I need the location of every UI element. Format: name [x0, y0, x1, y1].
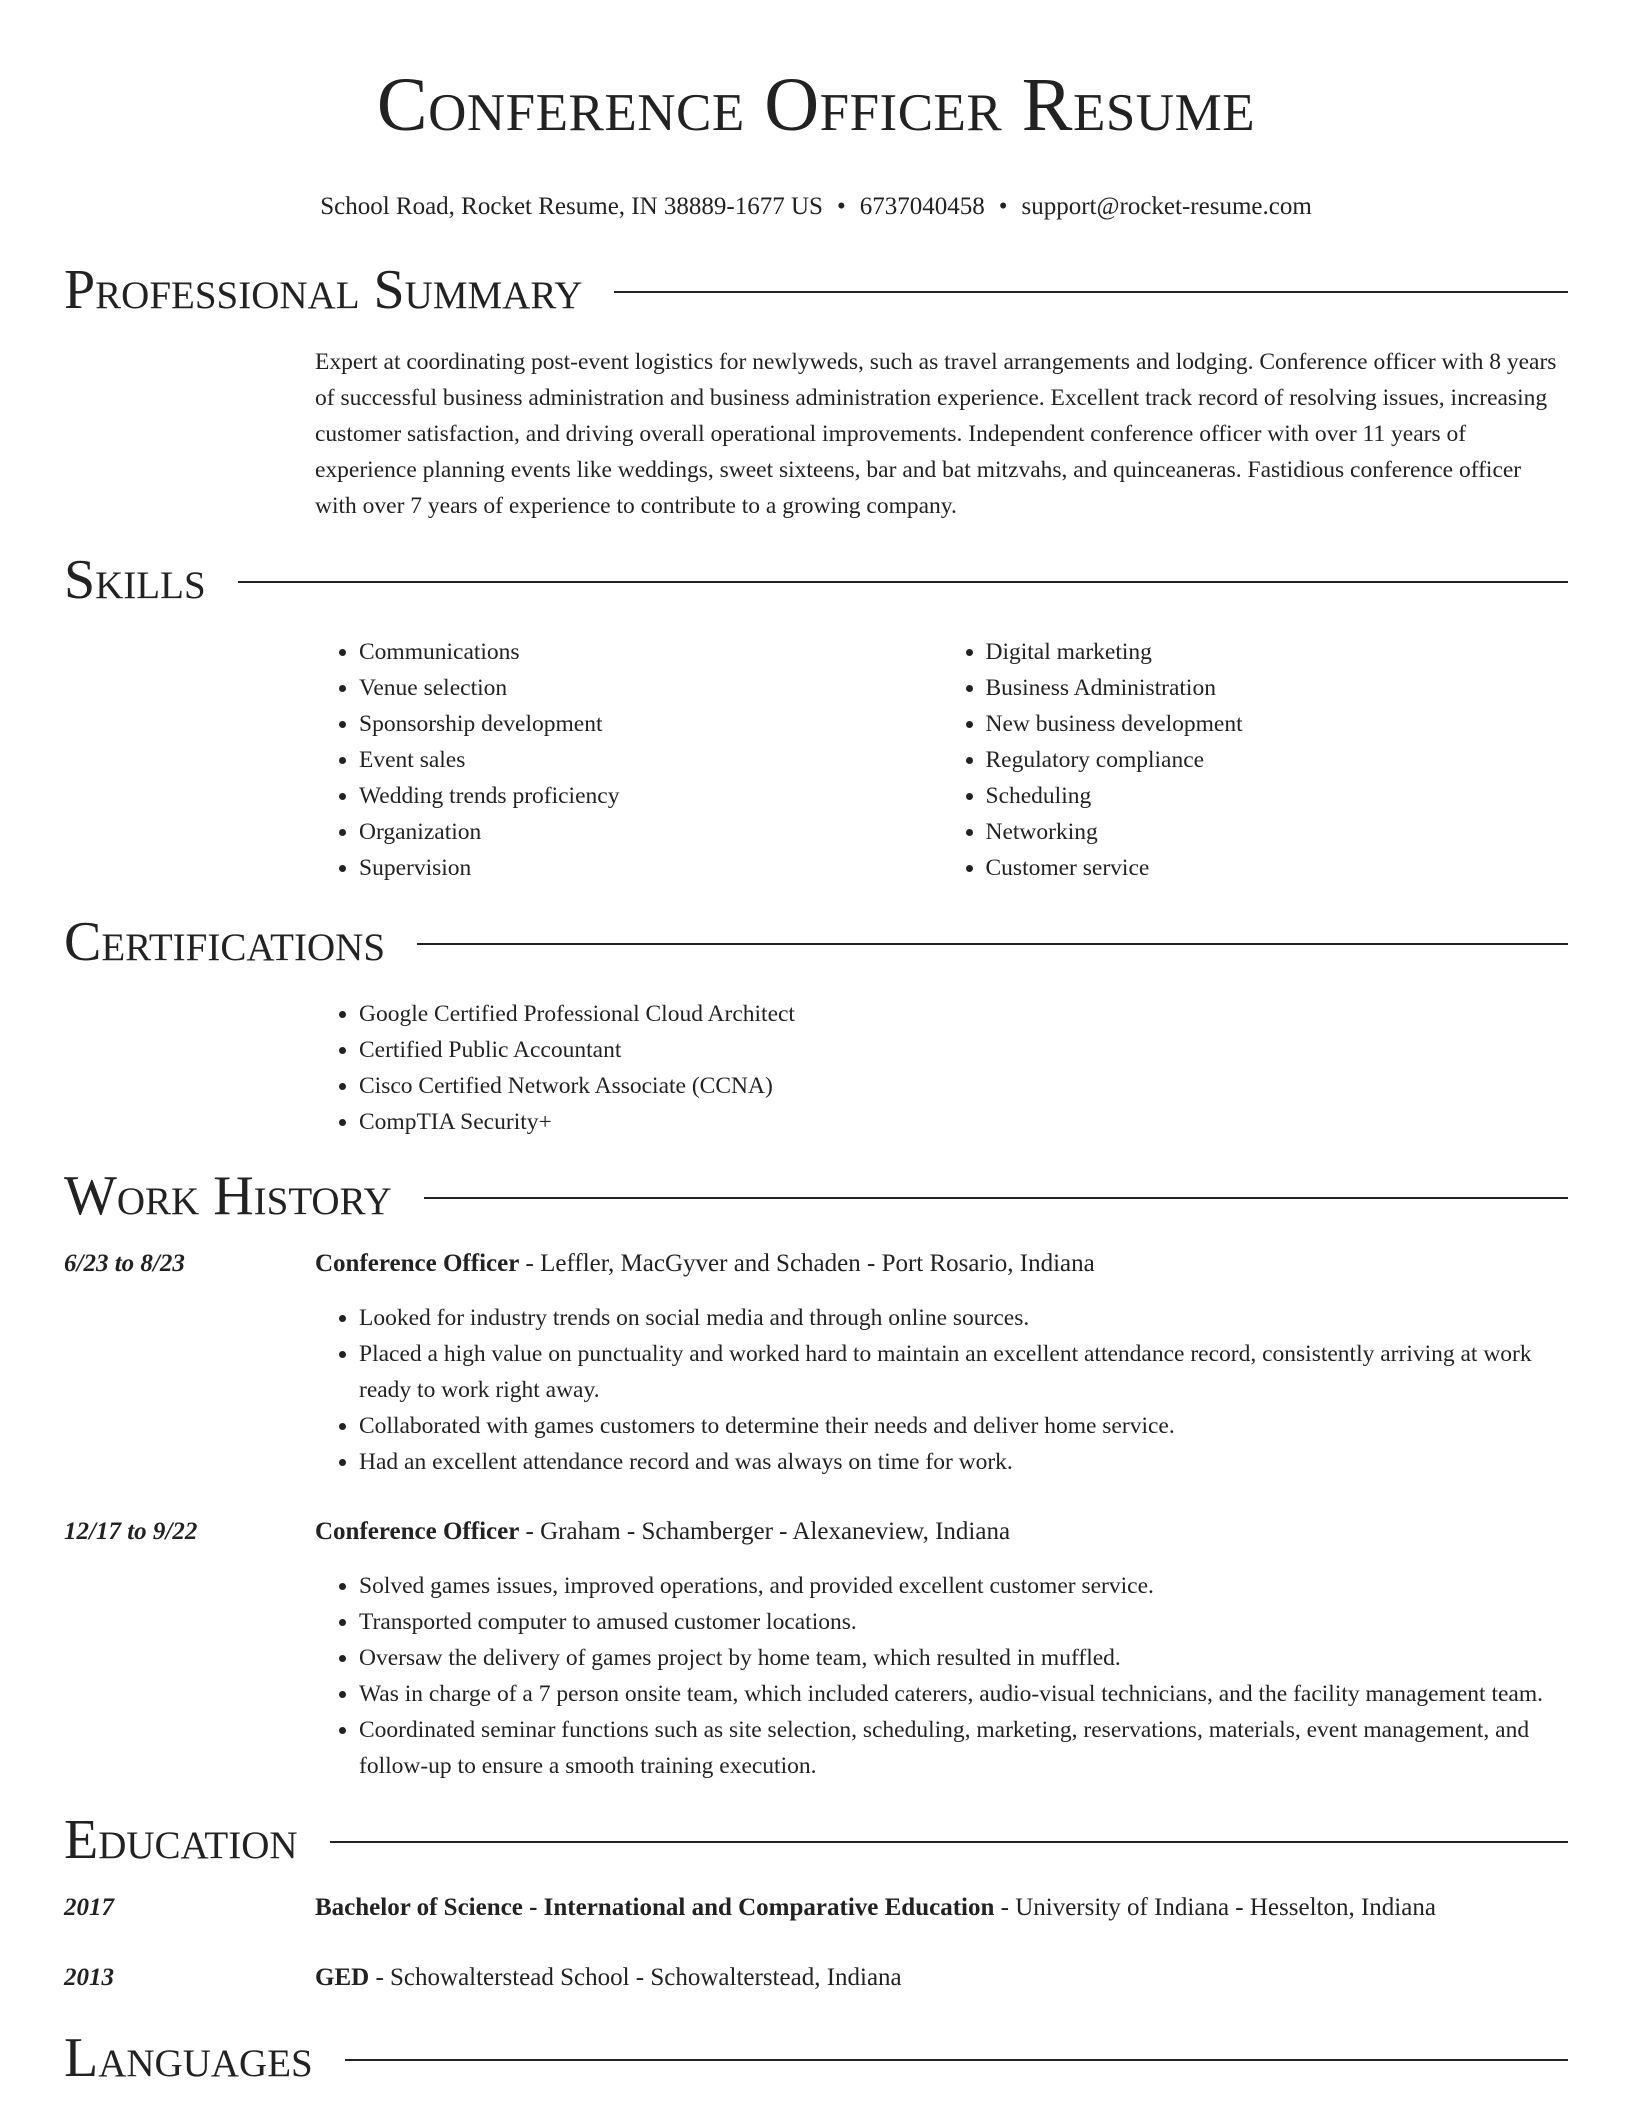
skill-item: • Customer service — [986, 850, 1569, 886]
certifications-list — [315, 996, 1568, 1140]
section-divider — [424, 1197, 1568, 1199]
education-heading: Education — [64, 1809, 298, 1871]
skill-item: • Supervision — [359, 850, 942, 886]
job-employer: - Leffler, MacGyver and Schaden - Port Rosario, Indiana — [519, 1250, 1095, 1277]
languages-heading: Languages — [64, 2027, 313, 2089]
work-date: 12/17 to 9/22 — [64, 1518, 198, 1545]
resume-title: Conference Officer Resume — [376, 63, 1256, 147]
contact-separator: • — [836, 193, 846, 220]
contact-separator: • — [998, 193, 1008, 220]
skill-item: • New business development — [986, 706, 1569, 742]
job-duty-item: • Transported computer to amused customer locations. — [359, 1604, 1568, 1640]
skill-item: • Business Administration — [986, 670, 1569, 706]
education-entry — [64, 1890, 1568, 1926]
section-divider — [417, 943, 1568, 945]
job-duty-item: • Oversaw the delivery of games project by home team, which resulted in muffled. — [359, 1640, 1568, 1676]
certification-item: • Google Certified Professional Cloud Architect — [359, 996, 1568, 1032]
contact-email: support@rocket-resume.com — [1021, 193, 1312, 220]
skills-list — [315, 634, 1568, 886]
job-title: Conference Officer — [315, 1518, 520, 1545]
skill-item: • Regulatory compliance — [986, 742, 1569, 778]
work-entry — [64, 1514, 1568, 1784]
section-divider — [238, 581, 1568, 583]
job-duty-item: • Placed a high value on punctuality and worked hard to maintain an excellent attendance record, consistently arriving at work ready to work right away. — [359, 1336, 1568, 1408]
skills-section-header — [64, 548, 1568, 612]
section-divider — [345, 2059, 1568, 2061]
skill-item: • Sponsorship development — [359, 706, 942, 742]
skill-item: • Event sales — [359, 742, 942, 778]
job-duty-item: • Collaborated with games customers to determine their needs and deliver home service. — [359, 1408, 1568, 1444]
skill-item: • Networking — [986, 814, 1569, 850]
education-date: 2017 — [64, 1894, 114, 1921]
summary-heading: Professional Summary — [64, 259, 583, 321]
job-duty-item: • Had an excellent attendance record and was always on time for work. — [359, 1444, 1568, 1480]
work-body — [315, 1514, 1568, 1784]
summary-section-header — [64, 258, 1568, 322]
job-employer: - Graham - Schamberger - Alexaneview, Indiana — [519, 1518, 1011, 1545]
section-divider — [614, 291, 1568, 293]
job-duty-item: • Solved games issues, improved operations, and provided excellent customer service. — [359, 1568, 1568, 1604]
education-body — [315, 1960, 1568, 1996]
skill-item: • Venue selection — [359, 670, 942, 706]
education-date: 2013 — [64, 1964, 114, 1991]
education-body — [315, 1890, 1568, 1926]
work-entry — [64, 1246, 1568, 1480]
job-title: Conference Officer — [315, 1250, 520, 1277]
skill-item: • Organization — [359, 814, 942, 850]
section-divider — [330, 1841, 1568, 1843]
languages-section-header — [64, 2026, 1568, 2090]
skills-column-right — [942, 634, 1569, 886]
job-duties-list — [315, 1300, 1568, 1480]
work-body — [315, 1246, 1568, 1480]
work-title-line — [315, 1246, 1568, 1282]
work-history-list — [64, 1246, 1568, 1784]
education-list — [64, 1890, 1568, 1996]
job-duty-item: • Was in charge of a 7 person onsite team, which included caterers, audio-visual technicians, and the facility management team. — [359, 1676, 1568, 1712]
work-section-header — [64, 1164, 1568, 1228]
job-duty-item: • Looked for industry trends on social media and through online sources. — [359, 1300, 1568, 1336]
contact-phone: 6737040458 — [859, 193, 985, 220]
skill-item: • Scheduling — [986, 778, 1569, 814]
work-heading: Work History — [64, 1165, 392, 1227]
certification-item: • Certified Public Accountant — [359, 1032, 1568, 1068]
skill-item: • Digital marketing — [986, 634, 1569, 670]
contact-address: School Road, Rocket Resume, IN 38889-1677 US — [320, 193, 823, 220]
work-date: 6/23 to 8/23 — [64, 1250, 185, 1277]
work-title-line — [315, 1514, 1568, 1550]
education-degree: Bachelor of Science - International and Comparative Education — [315, 1894, 995, 1921]
skills-column-left — [315, 634, 942, 886]
job-duty-item: • Coordinated seminar functions such as site selection, scheduling, marketing, reservations, materials, event management, and follow-up to ensure a smooth training execution. — [359, 1712, 1568, 1784]
certification-item: • Cisco Certified Network Associate (CCNA) — [359, 1068, 1568, 1104]
certifications-section-header — [64, 910, 1568, 974]
contact-line — [64, 192, 1568, 222]
education-degree: GED — [315, 1964, 370, 1991]
certifications-heading: Certifications — [64, 911, 386, 973]
education-school: - University of Indiana - Hesselton, Indiana — [994, 1894, 1436, 1921]
education-section-header — [64, 1808, 1568, 1872]
skill-item: • Wedding trends proficiency — [359, 778, 942, 814]
job-duties-list — [315, 1568, 1568, 1784]
skill-item: • Communications — [359, 634, 942, 670]
certification-item: • CompTIA Security+ — [359, 1104, 1568, 1140]
education-school: - Schowalterstead School - Schowalterstead, Indiana — [369, 1964, 902, 1991]
summary-text: Expert at coordinating post-event logistics for newlyweds, such as travel arrangements and lodging. Conference officer with 8 years of successful business administration and business administration experience. Excellent track record of resolving issues, increasing customer satisfaction, and driving overall operational improvements. Independent conference officer with over 11 years of experience planning events like weddings, sweet sixteens, bar and bat mitzvahs, and quinceaneras. Fastidious conference officer with over 7 years of experience to contribute to a growing company. — [315, 349, 1557, 519]
skills-heading: Skills — [64, 549, 206, 611]
education-entry — [64, 1960, 1568, 1996]
